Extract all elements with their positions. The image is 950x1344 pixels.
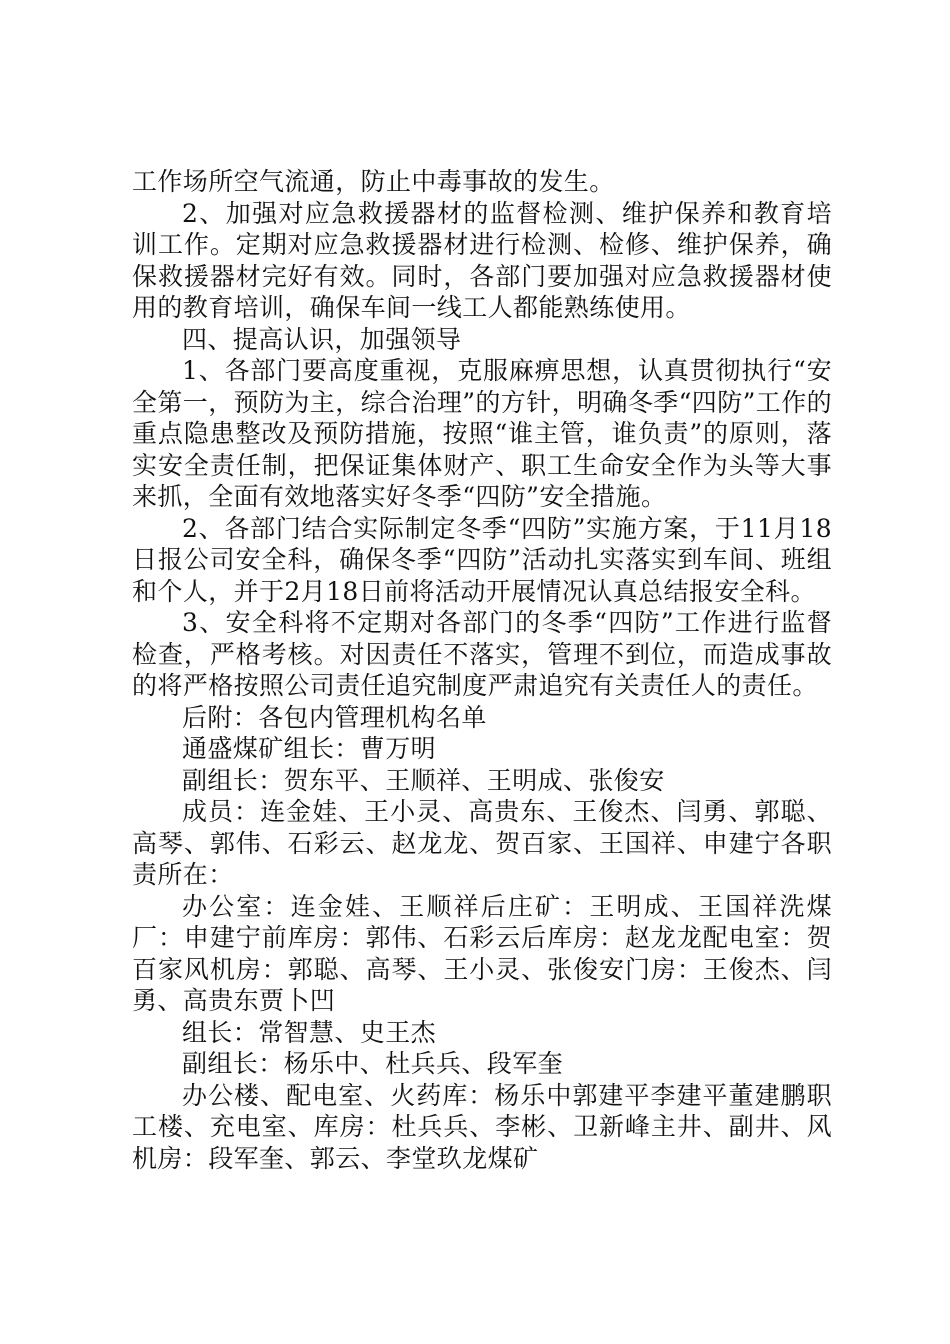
paragraph-6: 3、安全科将不定期对各部门的冬季“四防”工作进行监督检查，严格考核。对因责任不落实，管理不到位，而造成事故的将严格按照公司责任追究制度严肃追究有关责任人的责任。 — [132, 608, 832, 700]
responsibilities-line-2: 办公楼、配电室、火药库：杨乐中郭建平李建平董建鹏职工楼、充电室、库房：杜兵兵、李彬、卫新峰主井、副井、风机房：段军奎、郭云、李堂玖龙煤矿 — [132, 1080, 832, 1173]
paragraph-4: 1、各部门要高度重视，克服麻痹思想，认真贯彻执行“安全第一，预防为主，综合治理”的方针，明确冬季“四防”工作的重点隐患整改及预防措施，按照“谁主管，谁负责”的原则，落实安全责任制，把保证集体财产、职工生命安全作为头等大事来抓，全面有效地落实好冬季“四防”安全措施。 — [132, 356, 832, 511]
deputy-leader-line: 副组长：贺东平、王顺祥、王明成、张俊安 — [182, 765, 665, 795]
deputy-leader-line-2: 副组长：杨乐中、杜兵兵、段军奎 — [182, 1049, 564, 1078]
paragraph-1: 工作场所空气流通，防止中毒事故的发生。 — [132, 167, 615, 196]
leader-line-2: 组长：常智慧、史王杰 — [182, 1017, 437, 1047]
responsibilities-line: 办公室：连金娃、王顺祥后庄矿：王明成、王国祥洗煤厂：申建宁前库房：郭伟、石彩云后库房：赵龙龙配电室：贺百家风机房：郭聪、高琴、王小灵、张俊安门房：王俊杰、闫勇、高贵东贾卜凹 — [132, 891, 832, 1015]
members-line: 成员：连金娃、王小灵、高贵东、王俊杰、闫勇、郭聪、高琴、郭伟、石彩云、赵龙龙、贺百家、王国祥、申建宁各职责所在： — [132, 797, 832, 889]
leader-line: 通盛煤矿组长：曹万明 — [182, 734, 437, 763]
appendix-heading: 后附：各包内管理机构名单 — [182, 702, 487, 732]
paragraph-2: 2、加强对应急救援器材的监督检测、维护保养和教育培训工作。定期对应急救援器材进行检测、检修、维护保养，确保救援器材完好有效。同时，各部门要加强对应急救援器材使用的教育培训，确保车间一线工人都能熟练使用。 — [132, 198, 832, 322]
document-page — [132, 166, 832, 1174]
paragraph-5: 2、各部门结合实际制定冬季“四防”实施方案，于11月18日报公司安全科，确保冬季“四防”活动扎实落实到车间、班组和个人，并于2月18日前将活动开展情况认真总结报安全科。 — [132, 513, 832, 606]
section-heading: 四、提高认识，加强领导 — [182, 324, 462, 354]
